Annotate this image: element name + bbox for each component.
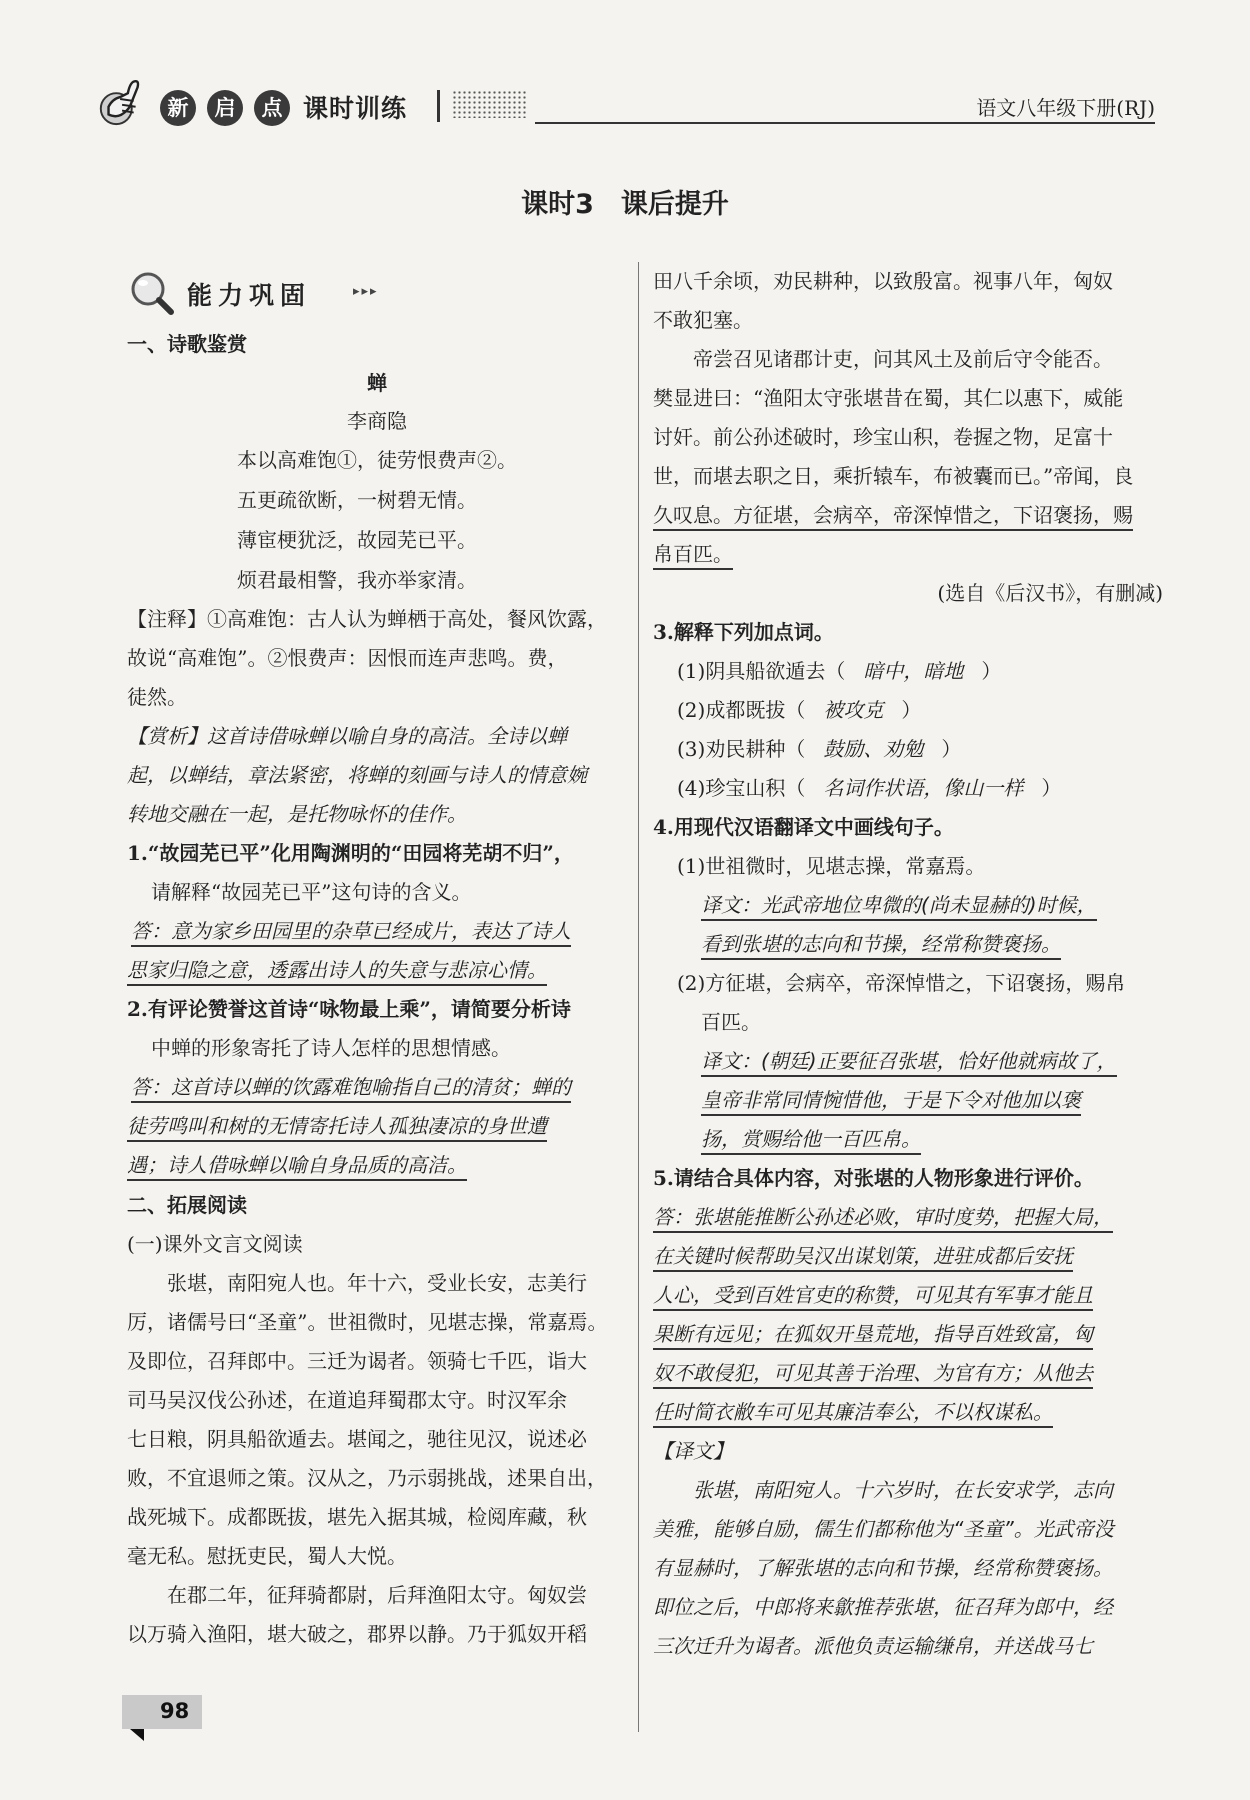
q4-sub-2-cont: 百匹。 — [701, 1010, 761, 1034]
note-line: 徒然。 — [127, 685, 187, 709]
passage-line: 败，不宜退师之策。汉从之，乃示弱挑战，述果自出， — [127, 1466, 607, 1490]
page-corner-icon — [130, 1729, 144, 1741]
appreciation-line: 起，以蝉结，章法紧密，将蝉的刻画与诗人的情意婉 — [127, 763, 587, 787]
answer-5-line: 在关键时候帮助吴汉出谋划策，进驻成都后安抚 — [653, 1237, 1163, 1276]
thumbs-up-icon — [95, 70, 153, 128]
page-title: 课时3 课后提升 — [521, 189, 729, 220]
translation-2-line: 皇帝非常同情惋惜他，于是下令对他加以褒 — [653, 1081, 1163, 1120]
passage-line: 毫无私。慰抚吏民，蜀人大悦。 — [127, 1544, 407, 1568]
question-5: 5.请结合具体内容，对张堪的人物形象进行评价。 — [653, 1166, 1094, 1190]
appreciation-line: 转地交融在一起，是托物咏怀的佳作。 — [127, 802, 467, 826]
passage-line: 讨奸。前公孙述破时，珍宝山积，卷握之物，足富十 — [653, 425, 1113, 449]
translation-line: 美雅，能够自励，儒生们都称他为“圣童”。光武帝没 — [653, 1517, 1114, 1541]
question-3: 3.解释下列加点词。 — [653, 620, 834, 644]
magnifier-icon — [127, 268, 177, 318]
poem-line: 本以高难饱①，徒劳恨费声②。 — [237, 448, 517, 472]
passage-line: 以万骑入渔阳，堪大破之，郡界以静。乃于狐奴开稻 — [127, 1622, 587, 1646]
passage-line: 帛百匹。 — [653, 535, 1163, 574]
passage-line: 帝尝召见诸郡计吏，问其风土及前后守令能否。 — [693, 347, 1113, 371]
answer-2-line: 答：这首诗以蝉的饮露难饱喻指自己的清贫；蝉的 — [127, 1068, 627, 1107]
header-rule — [535, 122, 1155, 124]
passage-line: 厉，诸儒号曰“圣童”。世祖微时，见堪志操，常嘉焉。 — [127, 1310, 608, 1334]
question-4: 4.用现代汉语翻译文中画线句子。 — [653, 815, 954, 839]
passage-line: 在郡二年，征拜骑都尉，后拜渔阳太守。匈奴尝 — [167, 1583, 587, 1607]
passage-line: 田八千余顷，劝民耕种，以致殷富。视事八年，匈奴 — [653, 269, 1113, 293]
book-label: 语文八年级下册(RJ) — [976, 96, 1155, 120]
answer-5-line: 人心，受到百姓官吏的称赞，可见其有军事才能且 — [653, 1276, 1163, 1315]
right-column — [653, 262, 1163, 1666]
left-column — [127, 262, 627, 1654]
translation-line: 有显赫时，了解张堪的志向和节操，经常称赞褒扬。 — [653, 1556, 1113, 1580]
question-2-cont: 中蝉的形象寄托了诗人怎样的思想情感。 — [151, 1036, 511, 1060]
translation-2-line: 扬，赏赐给他一百匹帛。 — [653, 1120, 1163, 1159]
translation-heading: 【译文】 — [653, 1439, 733, 1463]
column-divider — [638, 262, 639, 1732]
poem-title: 蝉 — [367, 371, 387, 395]
translation-line: 张堪，南阳宛人。十六岁时，在长安求学，志向 — [693, 1478, 1113, 1502]
answer-2-line: 遇；诗人借咏蝉以喻自身品质的高洁。 — [127, 1146, 627, 1185]
answer-1-line: 答：意为家乡田园里的杂草已经成片，表达了诗人 — [127, 912, 627, 951]
poem-line: 薄宦梗犹泛，故园芜已平。 — [237, 528, 477, 552]
q3-item: (4)珍宝山积（ 名词作状语，像山一样 ） — [677, 776, 1062, 800]
appreciation-line: 【赏析】这首诗借咏蝉以喻自身的高洁。全诗以蝉 — [127, 724, 567, 748]
translation-2-line: 译文：(朝廷)正要征召张堪，恰好他就病故了， — [653, 1042, 1163, 1081]
passage-line: 世，而堪去职之日，乘折辕车，布被囊而已。”帝闻，良 — [653, 464, 1134, 488]
section-heading-text: 能力巩固 — [187, 281, 312, 310]
answer-5-line: 答：张堪能推断公孙述必败，审时度势，把握大局， — [653, 1198, 1163, 1237]
passage-line: 久叹息。方征堪，会病卒，帝深悼惜之，下诏褒扬，赐 — [653, 496, 1163, 535]
source-note: (选自《后汉书》，有删减) — [937, 581, 1163, 605]
part2-title: 二、拓展阅读 — [127, 1193, 247, 1217]
question-1-cont: 请解释“故园芜已平”这句诗的含义。 — [151, 880, 472, 904]
q3-item: (2)成都既拔（ 被攻克 ） — [677, 698, 922, 722]
arrow-icons: ▸▸▸ — [353, 284, 379, 299]
answer-5-line: 果断有远见；在狐奴开垦荒地，指导百姓致富，匈 — [653, 1315, 1163, 1354]
passage-line: 战死城下。成都既拔，堪先入据其城，检阅库藏，秋 — [127, 1505, 587, 1529]
part1-title: 一、诗歌鉴赏 — [127, 332, 247, 356]
section-heading — [127, 262, 627, 324]
note-line: 故说“高难饱”。②恨费声：因恨而连声悲鸣。费， — [127, 646, 568, 670]
passage-line: 司马吴汉伐公孙述，在道追拜蜀郡太守。时汉军余 — [127, 1388, 567, 1412]
question-2: 2.有评论赞誉这首诗“咏物最上乘”，请简要分析诗 — [127, 997, 571, 1021]
translation-1-line: 看到张堪的志向和节操，经常称赞褒扬。 — [653, 925, 1163, 964]
poem-line: 五更疏欲断，一树碧无情。 — [237, 488, 477, 512]
note-line: 【注释】①高难饱：古人认为蝉栖于高处，餐风饮露， — [127, 607, 607, 631]
brand-char-2: 启 — [207, 90, 243, 126]
answer-1-line: 思家归隐之意，透露出诗人的失意与悲凉心情。 — [127, 951, 627, 990]
header-divider — [437, 90, 440, 122]
translation-line: 即位之后，中郎将来歙推荐张堪，征召拜为郎中，经 — [653, 1595, 1113, 1619]
poem-author: 李商隐 — [347, 409, 407, 433]
passage-line: 张堪，南阳宛人也。年十六，受业长安，志美行 — [167, 1271, 587, 1295]
translation-line: 三次迁升为谒者。派他负责运输缣帛，并送战马七 — [653, 1634, 1093, 1658]
passage-line: 及即位，召拜郎中。三迁为谒者。领骑七千匹，诣大 — [127, 1349, 587, 1373]
passage-line: 樊显进曰：“渔阳太守张堪昔在蜀，其仁以惠下，威能 — [653, 386, 1124, 410]
brand-char-3: 点 — [254, 90, 290, 126]
q4-sub-1: (1)世祖微时，见堪志操，常嘉焉。 — [677, 854, 986, 878]
subpart-title: (一)课外文言文阅读 — [127, 1232, 303, 1256]
answer-5-line: 奴不敢侵犯，可见其善于治理、为官有方；从他去 — [653, 1354, 1163, 1393]
brand-char-1: 新 — [160, 90, 196, 126]
q3-item: (1)阴具船欲遁去（ 暗中，暗地 ） — [677, 659, 1002, 683]
header-dot-pattern — [452, 90, 526, 118]
passage-line: 七日粮，阴具船欲遁去。堪闻之，驰往见汉，说述必 — [127, 1427, 587, 1451]
translation-1-line: 译文：光武帝地位卑微的(尚未显赫的)时候， — [653, 886, 1163, 925]
q4-sub-2: (2)方征堪，会病卒，帝深悼惜之，下诏褒扬，赐帛 — [677, 971, 1126, 995]
poem-line: 烦君最相警，我亦举家清。 — [237, 568, 477, 592]
passage-line: 不敢犯塞。 — [653, 308, 753, 332]
brand-subtitle: 课时训练 — [303, 94, 408, 123]
q3-item: (3)劝民耕种（ 鼓励、劝勉 ） — [677, 737, 962, 761]
question-1: 1.“故园芜已平”化用陶渊明的“田园将芜胡不归”， — [127, 841, 574, 865]
page-number: 98 — [160, 1699, 190, 1723]
answer-5-line: 任时简衣敝车可见其廉洁奉公，不以权谋私。 — [653, 1393, 1163, 1432]
page-header — [0, 0, 1250, 140]
answer-2-line: 徒劳鸣叫和树的无情寄托诗人孤独凄凉的身世遭 — [127, 1107, 627, 1146]
